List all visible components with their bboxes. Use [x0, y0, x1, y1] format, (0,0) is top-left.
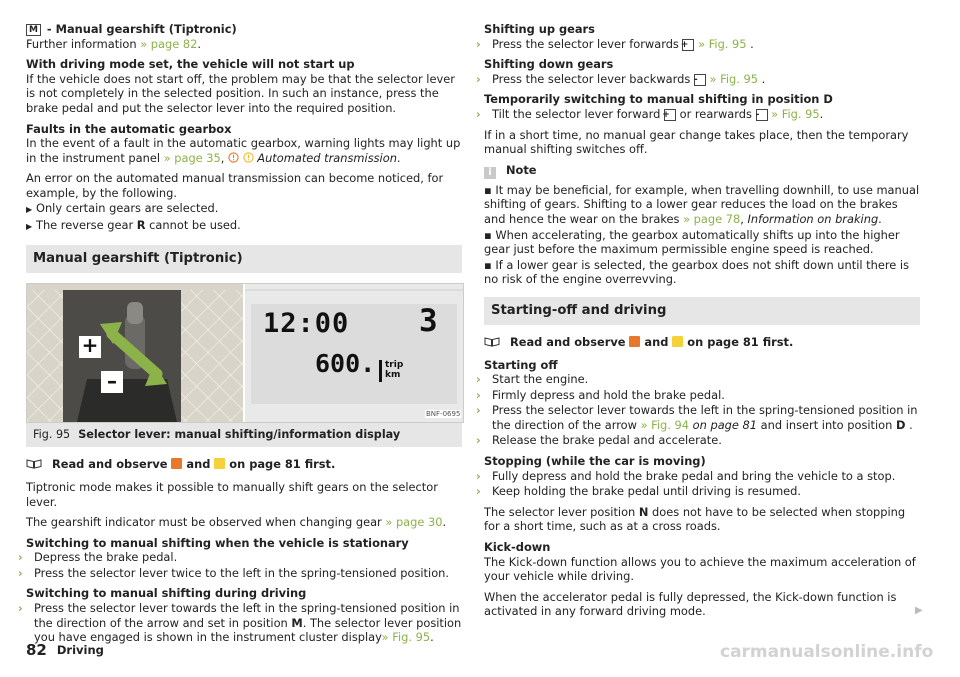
m-intro-title: - Manual gearshift (Tiptronic)	[42, 22, 237, 36]
stationary-heading: Switching to manual shifting when the vehicle is stationary	[26, 535, 409, 550]
shift-down-link[interactable]: » Fig. 95	[705, 71, 758, 86]
minus-key-icon: -	[756, 109, 768, 121]
error-paragraph: An error on the automated manual transmission can become noticed, for example, by the following.	[26, 171, 444, 200]
list-item: › Keep holding the brake pedal until driving is resumed.	[476, 484, 802, 499]
faults-body: In the event of a fault in the automatic gearbox, warning lights may light up in the instrument panel	[26, 136, 461, 165]
display-gear: 3	[419, 302, 438, 339]
braking-link[interactable]: » page 78	[683, 211, 741, 226]
chevron-right-icon: ›	[18, 601, 23, 616]
list-item: ▶ Only certain gears are selected.	[26, 201, 462, 218]
list-item: › Fully depress and hold the brake pedal and bring the vehicle to a stop.	[476, 468, 896, 483]
plus-key-icon: +	[664, 109, 676, 121]
fig94-link[interactable]: » Fig. 94	[640, 417, 690, 432]
list-item: › Press the selector lever backwards - » Fig. 95 .	[476, 71, 766, 86]
faults-italic-ref: Automated transmission	[257, 150, 397, 165]
chevron-right-icon: ›	[476, 106, 481, 121]
list-item: › Press the selector lever towards the left in the spring-tensioned position in the direction of the arrow » Fig. 94 on page 81 and insert into position D .	[476, 403, 918, 432]
shift-down-block	[476, 57, 920, 86]
chevron-right-icon: ›	[476, 71, 481, 86]
note-list	[484, 183, 920, 287]
list-item: › Release the brake pedal and accelerate.	[476, 433, 722, 448]
warning-light-icon	[228, 152, 239, 163]
left-column	[18, 22, 462, 646]
list-item: › Press the selector lever forwards + » Fig. 95 .	[476, 36, 754, 51]
shift-up-link[interactable]: » Fig. 95	[694, 36, 747, 51]
stationary-block	[18, 535, 462, 581]
right-column	[476, 22, 920, 625]
starting-heading: Starting off	[484, 357, 558, 372]
continue-arrow-icon: ▶	[915, 605, 923, 616]
gearbox-warning-icon	[243, 152, 254, 163]
list-item: › Tilt the selector lever forward + or rearwards - » Fig. 95.	[476, 106, 824, 121]
chevron-right-icon: ›	[476, 484, 481, 499]
faults-link[interactable]: » page 35	[163, 150, 221, 165]
indicator-paragraph: The gearshift indicator must be observed when changing gear » page 30.	[26, 515, 447, 530]
faults-block: Faults in the automatic gearbox In the event of a fault in the automatic gearbox, warning lights may light up in the instrument panel » page 35, Automated transmission.	[26, 121, 461, 165]
m-intro: M - Manual gearshift (Tiptronic) Further information » page 82.	[26, 22, 237, 51]
error-bullet-list	[26, 201, 462, 235]
temp-link[interactable]: » Fig. 95	[767, 106, 820, 121]
stopping-heading: Stopping (while the car is moving)	[484, 454, 706, 469]
selector-paragraph: The selector lever position N does not have to be selected when stopping for a short time, such as at a cross roads.	[484, 504, 906, 534]
display-odometer: 600.	[315, 348, 376, 378]
chevron-right-icon: ›	[18, 565, 23, 580]
warning-orange-icon	[171, 458, 182, 469]
plus-symbol: +	[81, 332, 99, 357]
caution-yellow-icon	[672, 336, 683, 347]
list-item: › Firmly depress and hold the brake pedal.	[476, 387, 725, 402]
m-badge: M	[26, 24, 41, 36]
read-and-observe-2: Read and observe and on page 81 first.	[484, 335, 920, 350]
kickdown-paragraph: When the accelerator pedal is fully depressed, the Kick-down function is activated in any forward driving mode.	[484, 589, 897, 619]
further-info-text: Further information	[26, 36, 141, 51]
temp-block	[476, 92, 920, 121]
list-item: › Start the engine.	[476, 372, 589, 387]
temp-heading: Temporarily switching to manual shifting in position D	[484, 92, 833, 107]
list-item: ▪ When accelerating, the gearbox automatically shifts up into the higher gear just before the maximum permissible engine speed is reached.	[484, 227, 900, 257]
kickdown-block: Kick-down The Kick-down function allows you to achieve the maximum acceleration of your vehicle while driving.	[484, 540, 916, 584]
watermark: carmanualsonline.info	[720, 642, 934, 662]
section-title-tiptronic: Manual gearshift (Tiptronic)	[26, 245, 462, 273]
faults-heading: Faults in the automatic gearbox	[26, 121, 232, 136]
short-time-paragraph: If in a short time, no manual gear change takes place, then the temporary manual shifting switches off.	[484, 127, 909, 157]
warning-orange-icon	[629, 336, 640, 347]
fig95-link[interactable]: » Fig. 95	[381, 630, 431, 645]
display-time: 12:00	[263, 307, 350, 339]
during-block	[18, 586, 462, 645]
plus-key-icon: +	[682, 39, 694, 51]
chevron-right-icon: ›	[476, 468, 481, 483]
list-item: › Depress the brake pedal.	[18, 550, 178, 565]
figure-95	[26, 283, 464, 423]
no-start-body: If the vehicle does not start off, the problem may be that the selector lever is not completely in the selected position. In such an instance, press the brake pedal and put the selector lever into the required position.	[26, 71, 455, 115]
caution-yellow-icon	[214, 458, 225, 469]
shift-down-heading: Shifting down gears	[484, 57, 614, 72]
figure-caption	[26, 423, 462, 448]
chevron-right-icon: ›	[476, 36, 481, 51]
figure-label: Fig. 95	[33, 427, 71, 441]
minus-key-icon: -	[694, 74, 706, 86]
list-item: › Press the selector lever towards the left in the spring-tensioned position in the direction of the arrow and set in position M. The selector lever position you have engaged is shown in the instrument cluster display» Fig. 95.	[18, 601, 462, 645]
further-info-link[interactable]: » page 82	[140, 36, 198, 51]
read-and-observe: Read and observe and on page 81 first.	[26, 457, 462, 472]
page-number: 82	[26, 641, 47, 659]
indicator-link[interactable]: » page 30	[385, 515, 443, 530]
chevron-right-icon: ›	[476, 433, 481, 448]
no-start-heading: With driving mode set, the vehicle will not start up	[26, 57, 355, 72]
list-item: ▪ If a lower gear is selected, the gearbox does not shift down until there is no risk of the engine overrevving.	[484, 257, 910, 287]
page-footer	[26, 643, 104, 658]
chevron-right-icon: ›	[476, 387, 481, 402]
note-heading: i Note	[484, 163, 920, 179]
section-name: Driving	[56, 643, 104, 657]
info-icon: i	[484, 167, 496, 179]
list-item: ▶ The reverse gear R cannot be used.	[26, 218, 462, 235]
list-item: ▪ It may be beneficial, for example, when travelling downhill, to use manual shifting of gears. Shifting to a lower gear reduces the load on the brakes and hence the wear on the brakes » page 78, Information on braking.	[484, 182, 920, 226]
list-item: › Press the selector lever twice to the left in the spring-tensioned position.	[18, 565, 450, 580]
figure-caption-text: Selector lever: manual shifting/information display	[78, 427, 401, 441]
chevron-right-icon: ›	[18, 550, 23, 565]
shift-up-block	[476, 22, 920, 51]
chevron-right-icon: ›	[476, 403, 481, 418]
starting-block	[476, 357, 920, 449]
minus-symbol: –	[107, 368, 117, 393]
section-title-starting: Starting-off and driving	[484, 297, 920, 325]
chevron-right-icon: ›	[476, 372, 481, 387]
stopping-block	[476, 454, 920, 499]
during-heading: Switching to manual shifting during driving	[26, 586, 307, 601]
tiptronic-paragraph: Tiptronic mode makes it possible to manually shift gears on the selector lever.	[26, 479, 438, 509]
triangle-bullet-icon: ▶	[26, 204, 33, 214]
no-start-block	[26, 57, 462, 115]
trip-label: trip km	[385, 359, 404, 380]
triangle-bullet-icon: ▶	[26, 222, 33, 232]
book-icon	[484, 337, 500, 347]
book-icon	[26, 459, 42, 469]
figure-code: BNF-0695	[426, 409, 461, 418]
kickdown-heading: Kick-down	[484, 540, 551, 555]
trip-bar-icon	[379, 360, 382, 382]
shift-up-heading: Shifting up gears	[484, 22, 595, 36]
